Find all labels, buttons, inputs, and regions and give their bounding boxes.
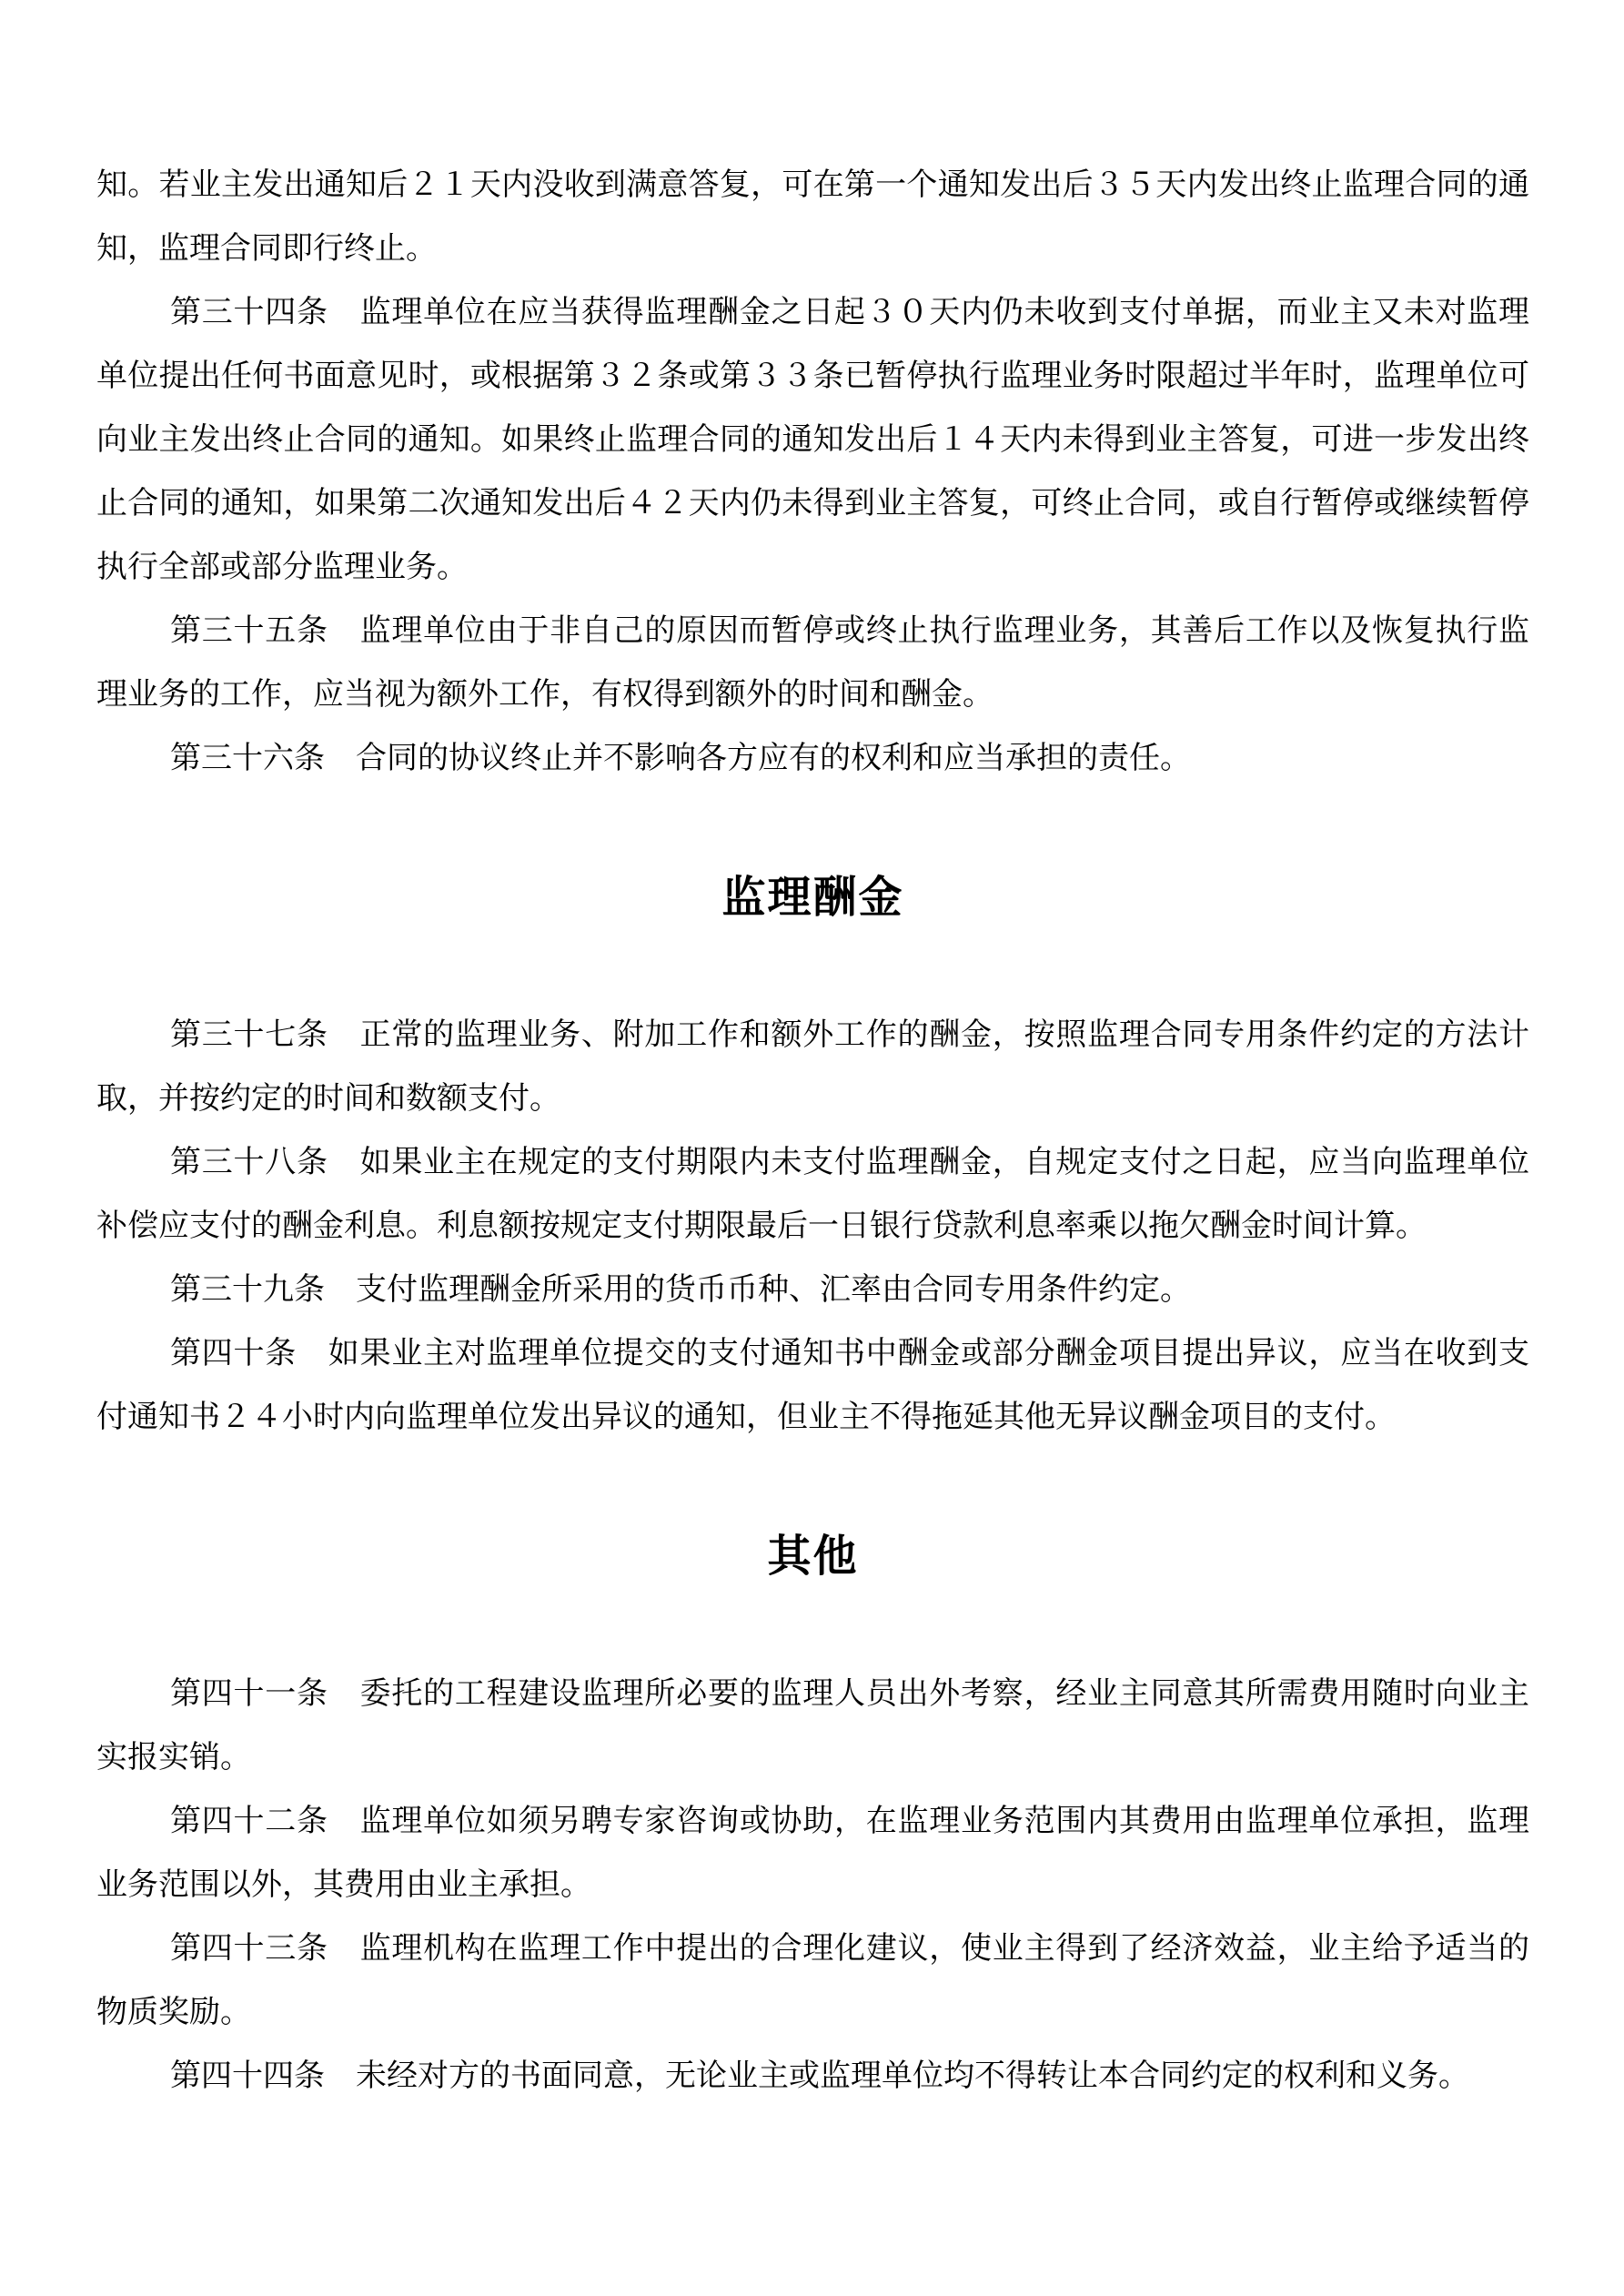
paragraph-article-41: 第四十一条 委托的工程建设监理所必要的监理人员出外考察，经业主同意其所需费用随时向业主实报实销。 — [96, 1675, 1529, 1775]
paragraph-article-39: 第三十九条 支付监理酬金所采用的货币币种、汇率由合同专用条件约定。 — [170, 1271, 1191, 1308]
paragraph-article-38: 第三十八条 如果业主在规定的支付期限内未支付监理酬金，自规定支付之日起，应当向监理单位补偿应支付的酬金利息。利息额按规定支付期限最后一日银行贷款利息率乘以拖欠酬金时间计算。 — [96, 1144, 1529, 1244]
section-heading-supervision-fees: 监理酬金 — [721, 872, 904, 923]
paragraph-article-36: 第三十六条 合同的协议终止并不影响各方应有的权利和应当承担的责任。 — [170, 740, 1191, 776]
paragraph-article-35: 第三十五条 监理单位由于非自己的原因而暂停或终止执行监理业务，其善后工作以及恢复执行监理业务的工作，应当视为额外工作，有权得到额外的时间和酬金。 — [96, 612, 1529, 713]
paragraph-continuation: 知。若业主发出通知后２１天内没收到满意答复，可在第一个通知发出后３５天内发出终止监理合同的通知，监理合同即行终止。 — [96, 167, 1529, 267]
paragraph-article-37: 第三十七条 正常的监理业务、附加工作和额外工作的酬金，按照监理合同专用条件约定的方法计取，并按约定的时间和数额支付。 — [96, 1017, 1529, 1117]
paragraph-article-34: 第三十四条 监理单位在应当获得监理酬金之日起３０天内仍未收到支付单据，而业主又未对监理单位提出任何书面意见时，或根据第３２条或第３３条已暂停执行监理业务时限超过半年时，监理单位可向业主发出终止合同的通知。如果终止监理合同的通知发出后１４天内未得到业主答复，可进一步发出终止合同的通知，如果第二次通知发出后４２天内仍未得到业主答复，可终止合同，或自行暂停或继续暂停执行全部或部分监理业务。 — [96, 294, 1529, 585]
paragraph-article-40: 第四十条 如果业主对监理单位提交的支付通知书中酬金或部分酬金项目提出异议，应当在收到支付通知书２４小时内向监理单位发出异议的通知，但业主不得拖延其他无异议酬金项目的支付。 — [96, 1335, 1529, 1435]
paragraph-article-43: 第四十三条 监理机构在监理工作中提出的合理化建议，使业主得到了经济效益，业主给予适当的物质奖励。 — [96, 1930, 1529, 2030]
section-heading-other: 其他 — [767, 1531, 859, 1582]
paragraph-article-44: 第四十四条 未经对方的书面同意，无论业主或监理单位均不得转让本合同约定的权利和义务。 — [170, 2058, 1469, 2094]
paragraph-article-42: 第四十二条 监理单位如须另聘专家咨询或协助，在监理业务范围内其费用由监理单位承担，监理业务范围以外，其费用由业主承担。 — [96, 1803, 1529, 1903]
